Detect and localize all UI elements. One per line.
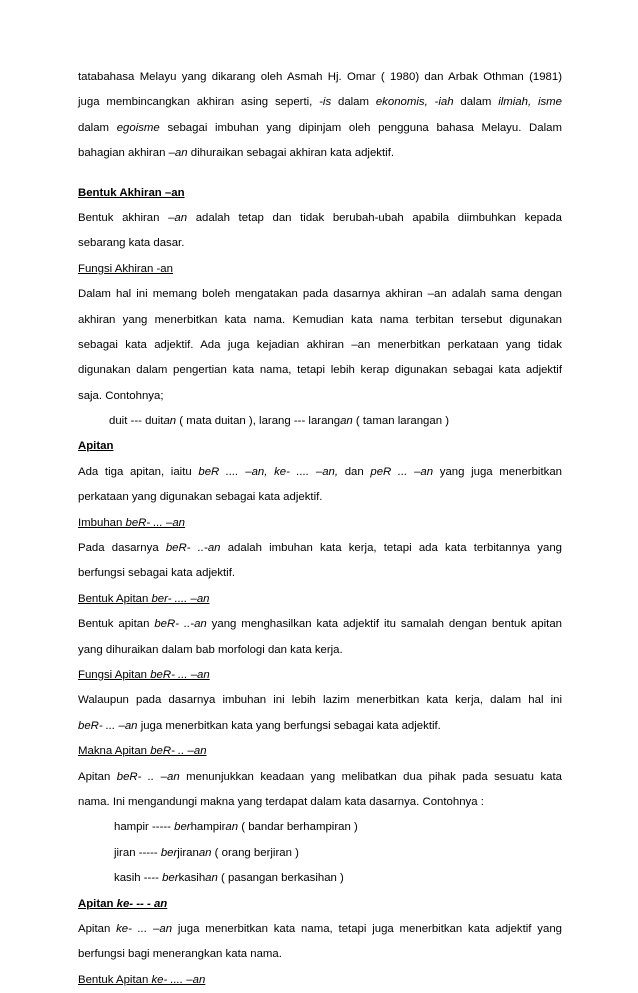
text-line: bahagian akhiran –an dihuraikan sebagai akhiran kata adjektif. (78, 147, 395, 160)
subheading-makna-apitan-ber-an: Makna Apitan beR- .. –an (78, 745, 207, 758)
text-line: dalam egoisme sebagai imbuhan yang dipinjam oleh pengguna bahasa Melayu. Dalam (78, 121, 562, 134)
example-line: kasih ---- berkasihan ( pasangan berkasihan ) (114, 872, 344, 885)
text-line: Bentuk apitan beR- ..-an yang menghasilkan kata adjektif itu samalah dengan bentuk apitan (78, 618, 562, 631)
section-heading-apitan: Apitan (78, 440, 114, 453)
text-line: Apitan beR- .. –an menunjukkan keadaan yang melibatkan dua pihak pada sesuatu kata (78, 770, 562, 783)
text-line: Dalam hal ini memang boleh mengatakan pada dasarnya akhiran –an adalah sama dengan (78, 288, 562, 301)
subheading-bentuk-apitan-ber-an: Bentuk Apitan ber- .... –an (78, 592, 210, 605)
text-line: akhiran yang menerbitkan kata nama. Kemudian kata nama terbitan tersebut digunakan (78, 313, 562, 326)
subheading-fungsi-akhiran: Fungsi Akhiran -an (78, 262, 173, 275)
text-line: beR- ... –an juga menerbitkan kata yang berfungsi sebagai kata adjektif. (78, 719, 441, 732)
section-heading-apitan-ke-an: Apitan ke- -- - an (78, 897, 168, 910)
document-page (78, 65, 562, 993)
subheading-bentuk-apitan-ke-an: Bentuk Apitan ke- .... –an (78, 973, 206, 986)
text-line: perkataan yang digunakan sebagai kata adjektif. (78, 491, 323, 504)
text-line: Pada dasarnya beR- ..-an adalah imbuhan kata kerja, tetapi ada kata terbitannya yang (78, 542, 562, 555)
text-line: nama. Ini mengandungi makna yang terdapat dalam kata dasarnya. Contohnya : (78, 795, 484, 808)
section-heading-bentuk-akhiran: Bentuk Akhiran –an (78, 186, 185, 199)
text-line: berfungsi sebagai kata adjektif. (78, 567, 236, 580)
text-line: berfungsi bagi menerangkan kata nama. (78, 948, 282, 961)
text-line: tatabahasa Melayu yang dikarang oleh Asmah Hj. Omar ( 1980) dan Arbak Othman (1981) (78, 71, 562, 83)
text-line: Walaupun pada dasarnya imbuhan ini lebih lazim menerbitkan kata kerja, dalam hal ini (78, 694, 562, 707)
example-line: hampir ----- berhampiran ( bandar berhampiran ) (114, 821, 358, 834)
text-line: yang dihuraikan dalam bab morfologi dan kata kerja. (78, 643, 343, 656)
subheading-imbuhan-ber-an: Imbuhan beR- ... –an (78, 516, 186, 529)
text-line: sebarang kata dasar. (78, 237, 185, 250)
subheading-fungsi-apitan-ber-an: Fungsi Apitan beR- ... –an (78, 668, 210, 681)
text-line: Ada tiga apitan, iaitu beR .... –an, ke- .... –an, dan peR ... –an yang juga menerbitkan (78, 465, 562, 478)
text-line: sebagai kata adjektif. Ada juga kejadian akhiran –an menerbitkan perkataan yang tidak (78, 338, 562, 351)
text-line: juga membincangkan akhiran asing seperti, -is dalam ekonomis, -iah dalam ilmiah, isme (78, 96, 562, 109)
text-line: Apitan ke- ... –an juga menerbitkan kata nama, tetapi juga menerbitkan kata adjektif yang (78, 922, 562, 935)
example-line: duit --- duitan ( mata duitan ), larang --- larangan ( taman larangan ) (109, 415, 450, 428)
text-line: Bentuk akhiran –an adalah tetap dan tidak berubah-ubah apabila diimbuhkan kepada (78, 211, 562, 224)
text-line: digunakan dalam pengertian kata nama, tetapi lebih kerap digunakan sebagai kata adjektif (78, 364, 562, 377)
text-line: saja. Contohnya; (78, 389, 164, 402)
example-line: jiran ----- berjiranan ( orang berjiran ) (114, 846, 299, 859)
